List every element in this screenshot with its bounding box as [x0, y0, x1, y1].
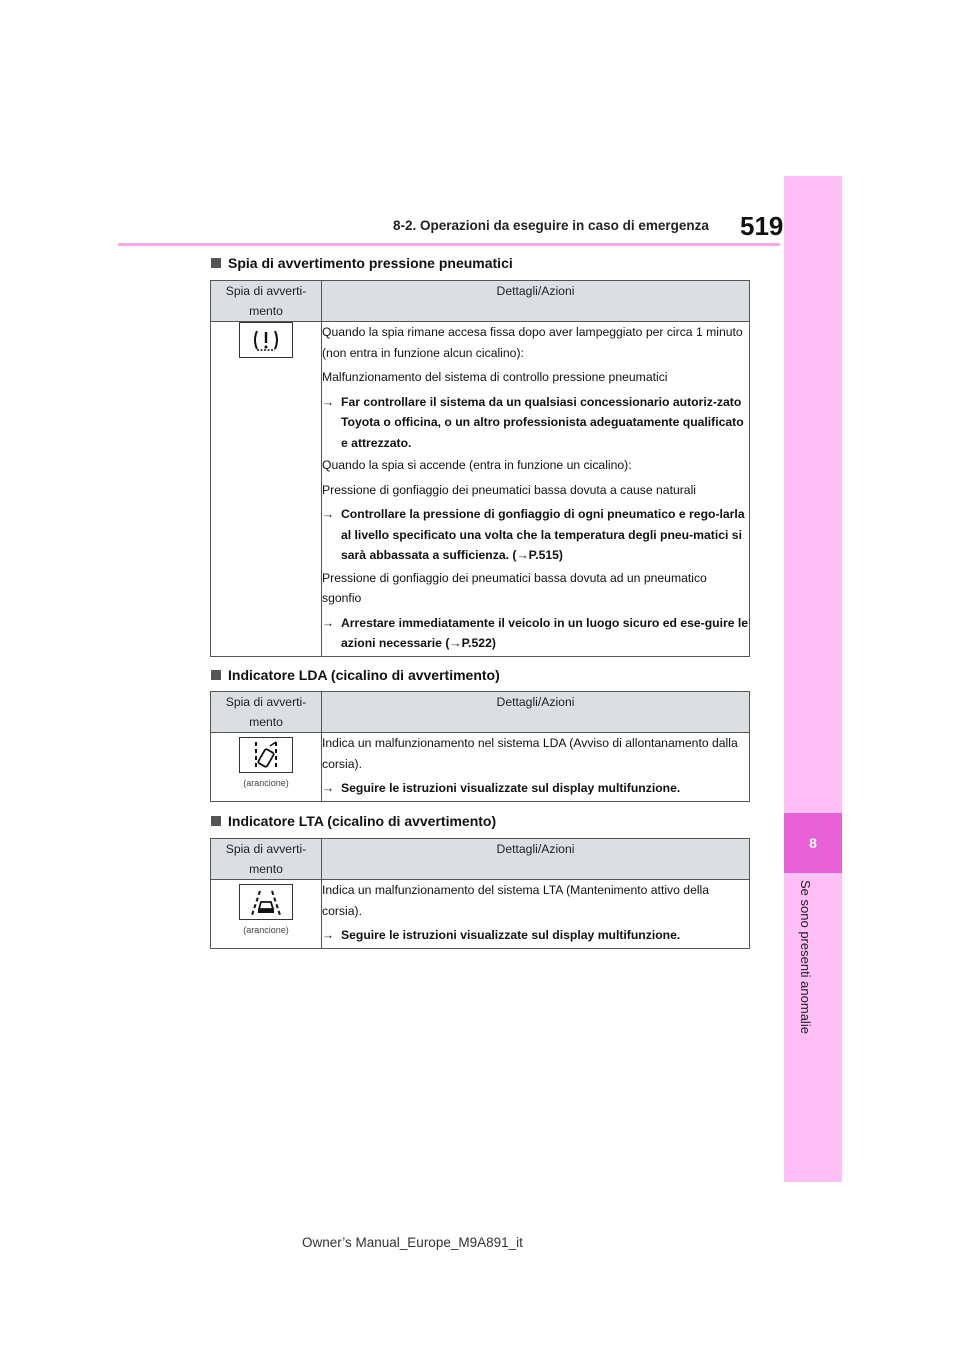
chapter-side-tab — [784, 176, 842, 1182]
action-text: Arrestare immediatamente il veicolo in un luogo sicuro ed ese-guire le azioni necessarie (→P.522) — [341, 615, 749, 650]
arrow-right-icon: → — [322, 394, 335, 409]
square-bullet-icon — [211, 816, 221, 826]
arrow-right-icon: → — [322, 928, 335, 942]
page-number: 519 — [740, 211, 784, 241]
action-item — [322, 778, 749, 799]
chapter-title: Se sono presenti anomalie — [798, 880, 813, 1034]
table-row — [211, 733, 750, 802]
condition-text: Indica un malfunzionamento nel sistema LDA (Avviso di allontanamento dalla corsia). — [322, 736, 738, 771]
section-heading-lda — [211, 667, 500, 683]
details-cell — [322, 880, 750, 949]
table-header-row — [211, 692, 750, 733]
section-heading-text: Spia di avvertimento pressione pneumatici — [228, 255, 513, 271]
action-item — [322, 613, 749, 654]
action-text: Far controllare il sistema da un qualsiasi concessionario autoriz-zato Toyota o officina, o un altro professionista adeguatamente qualificato e attrezzato. — [341, 394, 744, 450]
column-header-details: Dettagli/Azioni — [322, 281, 750, 322]
section-heading-text: Indicatore LDA (cicalino di avvertimento) — [228, 667, 500, 683]
arrow-right-icon: → — [322, 507, 335, 521]
details-cell — [322, 733, 750, 802]
lane-tracing-assist-icon — [239, 884, 293, 920]
warning-table-tire-pressure — [210, 280, 750, 657]
section-heading-text: Indicatore LTA (cicalino di avvertimento) — [228, 813, 497, 829]
table-row — [211, 322, 750, 657]
lane-departure-alert-icon — [239, 737, 293, 773]
condition-text: Indica un malfunzionamento del sistema LTA (Mantenimento attivo della corsia). — [322, 883, 710, 918]
column-header-light: Spia di avverti- mento — [211, 281, 322, 322]
cause-text: Pressione di gonfiaggio dei pneumatici bassa dovuta a cause naturali — [322, 482, 696, 497]
arrow-right-icon: → — [322, 615, 335, 630]
action-item — [322, 925, 749, 946]
column-header-light: Spia di avverti- mento — [211, 839, 322, 880]
warning-table-lta — [210, 838, 750, 949]
section-heading-lta — [211, 813, 496, 829]
tire-pressure-warning-icon — [239, 322, 293, 358]
details-cell — [322, 322, 750, 657]
column-header-details: Dettagli/Azioni — [322, 692, 750, 733]
warning-light-cell — [211, 880, 322, 949]
column-header-light: Spia di avverti- mento — [211, 692, 322, 733]
condition-text: Quando la spia rimane accesa fissa dopo aver lampeggiato per circa 1 minuto (non entra in funzione alcun cicalino): — [322, 325, 743, 360]
action-item — [322, 392, 749, 454]
square-bullet-icon — [211, 258, 221, 268]
cause-text: Malfunzionamento del sistema di controllo pressione pneumatici — [322, 370, 668, 384]
square-bullet-icon — [211, 670, 221, 680]
cause-text: Pressione di gonfiaggio dei pneumatici bassa dovuta ad un pneumatico sgonfio — [322, 570, 707, 605]
table-row — [211, 880, 750, 949]
action-text: Controllare la pressione di gonfiaggio di ogni pneumatico e rego-larla al livello specificato una volta che la temperatura degli pneu-matici si sarà abbassata a sufficienza. (→P.515) — [341, 507, 745, 562]
action-text: Seguire le istruzioni visualizzate sul display multifunzione. — [341, 781, 681, 795]
header-divider — [118, 243, 780, 246]
action-text: Seguire le istruzioni visualizzate sul display multifunzione. — [341, 928, 681, 942]
icon-color-note: (arancione) — [243, 925, 289, 935]
footer-manual-id: Owner’s Manual_Europe_M9A891_it — [302, 1235, 523, 1250]
icon-color-note: (arancione) — [243, 778, 289, 788]
table-header-row — [211, 839, 750, 880]
action-item — [322, 504, 749, 566]
section-heading-tire-pressure — [211, 255, 513, 271]
chapter-number-badge: 8 — [784, 813, 842, 873]
table-header-row — [211, 281, 750, 322]
warning-light-cell — [211, 322, 322, 657]
header-section-title: 8-2. Operazioni da eseguire in caso di emergenza — [393, 218, 709, 233]
condition-text: Quando la spia si accende (entra in funzione un cicalino): — [322, 458, 632, 472]
warning-table-lda — [210, 691, 750, 802]
column-header-details: Dettagli/Azioni — [322, 839, 750, 880]
warning-light-cell — [211, 733, 322, 802]
arrow-right-icon: → — [322, 781, 335, 795]
